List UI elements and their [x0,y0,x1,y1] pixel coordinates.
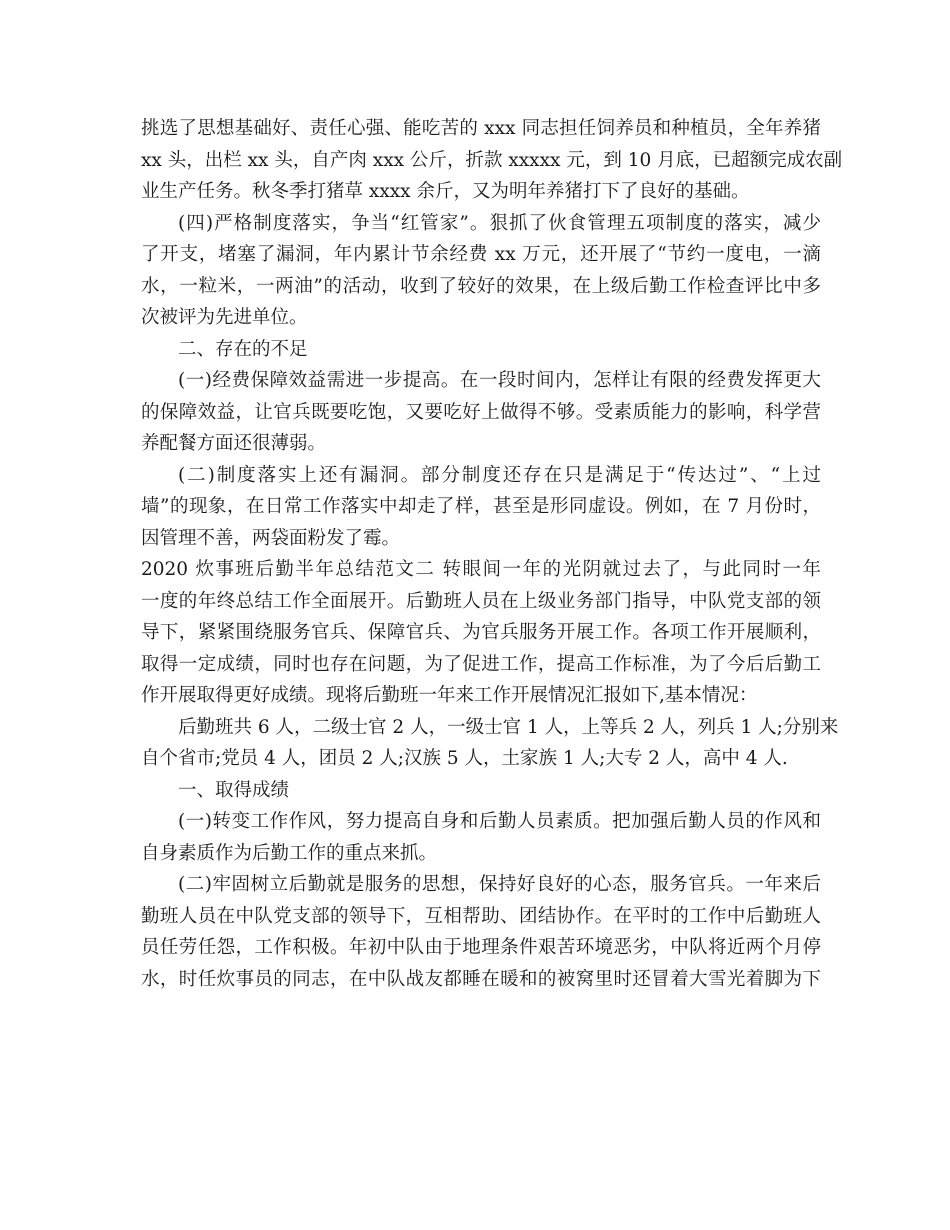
paragraph-line: 的保障效益，让官兵既要吃饱，又要吃好上做得不够。受素质能力的影响，科学营 [141,401,821,423]
paragraph-line: 次被评为先进单位。 [141,307,308,328]
article-title-line: 2020 炊事班后勤半年总结范文二 转眼间一年的光阴就过去了，与此同时一年 [141,559,821,580]
paragraph-line: 水，一粒米，一两油”的活动，收到了较好的效果，在上级后勤工作检查评比中多 [141,275,821,297]
paragraph-line: 一度的年终总结工作全面展开。后勤班人员在上级业务部门指导，中队党支部的领 [141,590,821,612]
paragraph-line: 了开支，堵塞了漏洞，年内累计节余经费 xx 万元，还开展了“节约一度电，一滴 [141,244,821,265]
paragraph-line: 后勤班共 6 人，二级士官 2 人，一级士官 1 人，上等兵 2 人，列兵 1 人;分别来 [178,716,839,738]
paragraph-line: 因管理不善，两袋面粉发了霉。 [141,527,401,549]
section-heading: 二、存在的不足 [178,338,308,360]
paragraph-line: (二)制度落实上还有漏洞。部分制度还存在只是满足于“传达过”、“上过 [178,464,821,486]
paragraph-line: 业生产任务。秋冬季打猪草 xxxx 余斤，又为明年养猪打下了良好的基础。 [141,181,750,202]
document-body [141,113,843,995]
paragraph-line: 水，时任炊事员的同志，在中队战友都睡在暖和的被窝里时还冒着大雪光着脚为下 [141,968,821,990]
paragraph-line: 养配餐方面还很薄弱。 [141,433,327,454]
paragraph-line: 取得一定成绩，同时也存在问题，为了促进工作，提高工作标准，为了今后后勤工 [141,653,821,675]
paragraph-line: 墙”的现象，在日常工作落实中却走了样，甚至是形同虚设。例如，在 7 月份时， [141,496,821,517]
paragraph-line: (一)经费保障效益需进一步提高。在一段时间内，怎样让有限的经费发挥更大 [178,370,821,391]
paragraph-line: (四)严格制度落实，争当“红管家”。狠抓了伙食管理五项制度的落实，减少 [178,212,821,234]
paragraph-line: (一)转变工作作风，努力提高自身和后勤人员素质。把加强后勤人员的作风和 [178,811,821,832]
paragraph-line: 勤班人员在中队党支部的领导下，互相帮助、团结协作。在平时的工作中后勤班人 [141,905,821,927]
paragraph-line: xx 头，出栏 xx 头，自产肉 xxx 公斤，折款 xxxxx 元，到 10 月底，已超额完成农副 [141,149,843,171]
paragraph-line: 导下，紧紧围绕服务官兵、保障官兵、为官兵服务开展工作。各项工作开展顺利， [141,622,821,643]
paragraph-line: (二)牢固树立后勤就是服务的思想，保持好良好的心态，服务官兵。一年来后 [178,874,821,895]
section-heading: 一、取得成绩 [178,779,290,801]
paragraph-line: 自个省市;党员 4 人，团员 2 人;汉族 5 人，土家族 1 人;大专 2 人，高中 4 人. [141,748,788,769]
paragraph-line: 自身素质作为后勤工作的重点来抓。 [141,842,438,864]
paragraph-line: 员任劳任怨，工作积极。年初中队由于地理条件艰苦环境恶劣，中队将近两个月停 [141,937,821,958]
paragraph-line: 作开展取得更好成绩。现将后勤班一年来工作开展情况汇报如下,基本情况： [141,685,758,706]
paragraph-line: 挑选了思想基础好、责任心强、能吃苦的 xxx 同志担任饲养员和种植员，全年养猪 [141,118,821,139]
